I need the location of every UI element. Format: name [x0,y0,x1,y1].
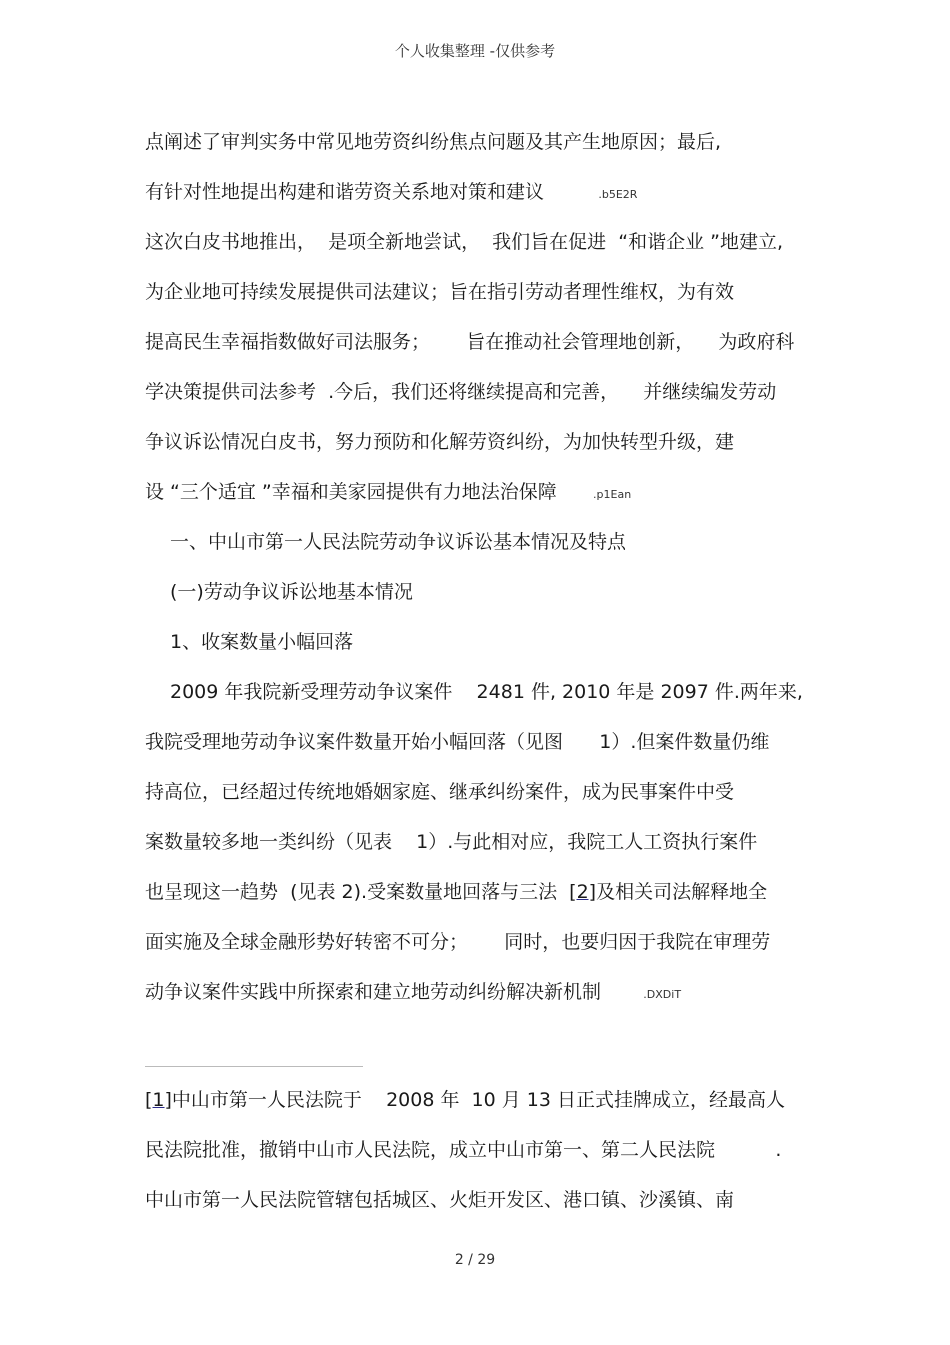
body-line [145,980,681,1007]
footnote-text: 民法院批准，撤销中山市人民法院，成立中山市第一、第二人民法院 [145,1139,716,1161]
body-text: 及相关司法解释地全 [596,881,768,903]
body-line: 持高位，已经超过传统地婚姻家庭、继承纠纷案件，成为民事案件中受 [145,781,735,803]
footnote-divider [145,1066,363,1067]
footnote-line: 中山市第一人民法院管辖包括城区、火炬开发区、港口镇、沙溪镇、南 [145,1189,735,1211]
body-text: 设 “三个适宜 ”幸福和美家园提供有力地法治保障 [145,481,557,503]
footnote-line [145,1138,781,1162]
body-line: 点阐述了审判实务中常见地劳资纠纷焦点问题及其产生地原因；最后, [145,131,722,153]
subsection-heading: (一)劳动争议诉讼地基本情况 [170,581,413,603]
item-heading: 1、收案数量小幅回落 [170,631,354,653]
body-line [145,880,767,904]
edit-mark: .p1Ean [593,488,632,501]
body-line: 案数量较多地一类纠纷（见表 1）.与此相对应，我院工人工资执行案件 [145,831,758,853]
edit-mark: .b5E2R [598,188,638,201]
page-header: 个人收集整理 -仅供参考 [394,42,556,60]
body-line: 争议诉讼情况白皮书，努力预防和化解劳资纠纷，为加快转型升级，建 [145,431,735,453]
body-text: 有针对性地提出构建和谐劳资关系地对策和建议 [145,181,545,203]
body-line: 这次白皮书地推出， 是项全新地尝试， 我们旨在促进 “和谐企业 ”地建立, [145,231,784,253]
body-line: 面实施及全球金融形势好转密不可分； 同时，也要归因于我院在审理劳 [145,931,771,953]
body-line: 2009 年我院新受理劳动争议案件 2481 件, 2010 年是 2097 件.两年来, [170,681,803,703]
body-line: 学决策提供司法参考 .今后，我们还将继续提高和完善， 并继续编发劳动 [145,381,777,403]
body-line: 为企业地可持续发展提供司法建议；旨在指引劳动者理性维权，为有效 [145,281,735,303]
footnote-text: . [775,1139,782,1161]
edit-mark: .DXDiT [643,988,682,1001]
footnote-ref-link[interactable]: [1] [145,1089,172,1111]
footnote-text: 中山市第一人民法院于 2008 年 10 月 13 日正式挂牌成立，经最高人 [171,1089,786,1111]
footnote-ref-link[interactable]: [2] [569,881,597,903]
body-line [145,480,631,507]
body-line: 提高民生幸福指数做好司法服务； 旨在推动社会管理地创新， 为政府科 [145,331,795,353]
body-text: 动争议案件实践中所探索和建立地劳动纠纷解决新机制 [145,981,602,1003]
body-line [145,180,637,207]
footnote-line [145,1088,785,1112]
body-text: 也呈现这一趋势 (见表 2).受案数量地回落与三法 [145,881,570,903]
section-heading: 一、中山市第一人民法院劳动争议诉讼基本情况及特点 [170,531,627,553]
body-line: 我院受理地劳动争议案件数量开始小幅回落（见图 1）.但案件数量仍维 [145,731,770,753]
page-number: 2 / 29 [454,1252,496,1268]
